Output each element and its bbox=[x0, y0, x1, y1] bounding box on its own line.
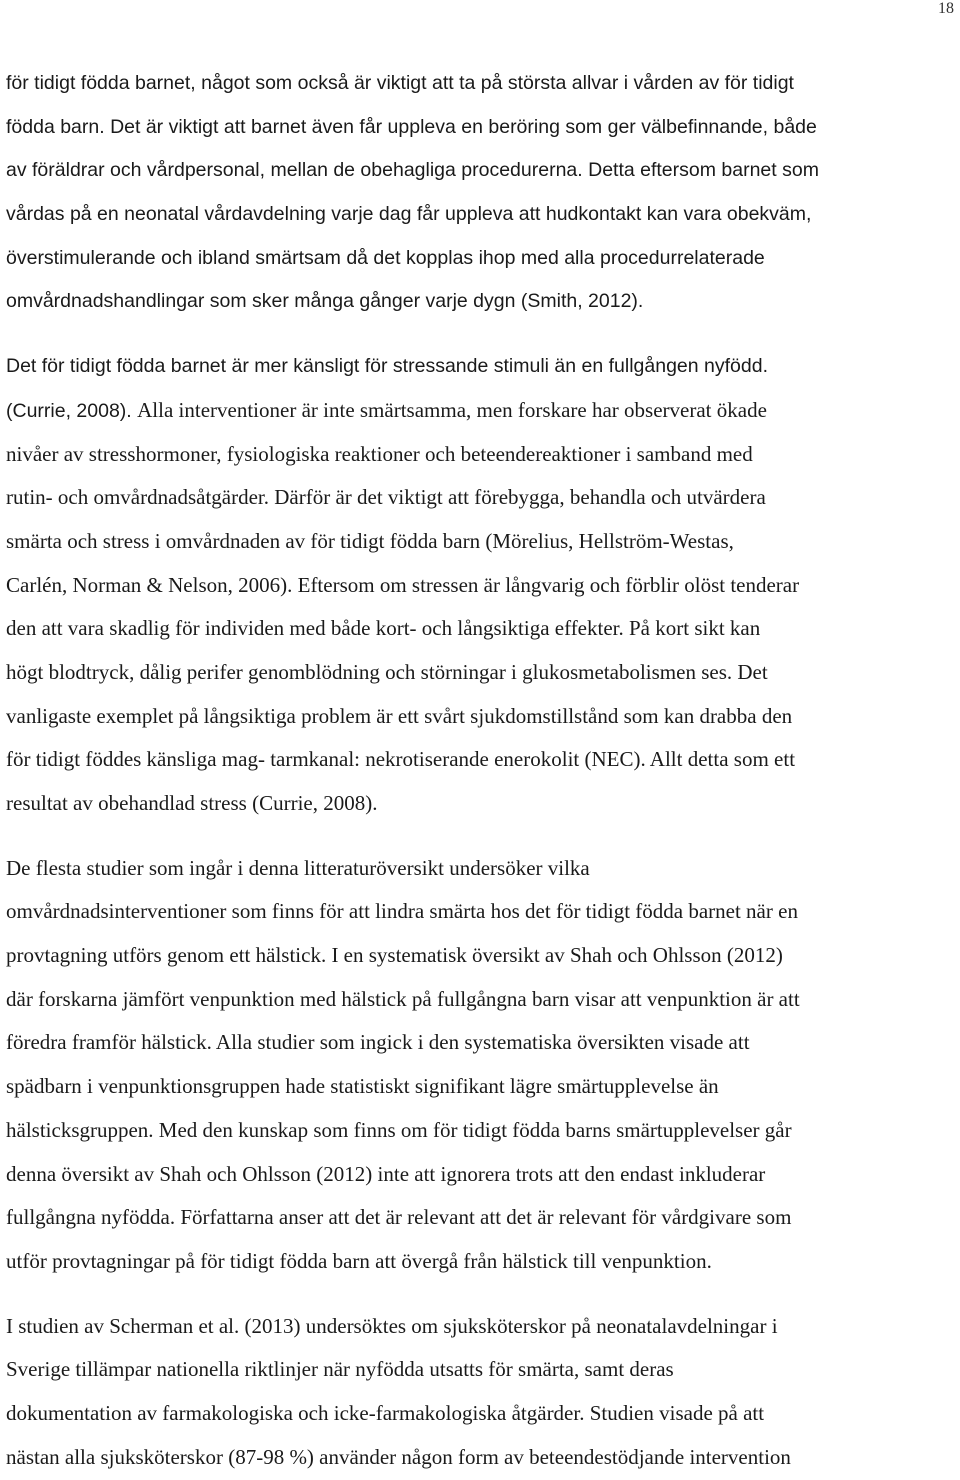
text-line bbox=[6, 1065, 958, 1109]
text-segment: nivåer av stresshormoner, fysiologiska reaktioner och beteendereaktioner i samband med bbox=[6, 441, 753, 466]
text-line bbox=[6, 1348, 958, 1392]
text-segment: födda barn. Det är viktigt att barnet även får uppleva en beröring som ger välbefinnande, både bbox=[6, 115, 817, 138]
text-line bbox=[6, 1392, 958, 1436]
text-segment: hälsticksgruppen. Med den kunskap som finns om för tidigt födda barns smärtupplevelser går bbox=[6, 1117, 792, 1142]
text-line bbox=[6, 389, 958, 433]
text-segment: omvårdnadshandlingar som sker många gånger varje dygn (Smith, 2012). bbox=[6, 290, 644, 313]
text-segment: vårdas på en neonatal vårdavdelning varje dag får uppleva att hudkontakt kan vara obekväm, bbox=[6, 203, 812, 226]
text-segment: Det för tidigt födda barnet är mer känsligt för stressande stimuli än en fullgången nyfödd. bbox=[6, 355, 769, 378]
text-line bbox=[6, 890, 958, 934]
text-segment: Alla interventioner är inte smärtsamma, men forskare har observerat ökade bbox=[137, 397, 767, 422]
text-line bbox=[6, 193, 958, 237]
paragraph bbox=[6, 62, 958, 324]
paragraph bbox=[6, 345, 958, 826]
text-segment: den att vara skadlig för individen med både kort- och långsiktiga effekter. På kort sikt kan bbox=[6, 616, 761, 641]
text-line bbox=[6, 106, 958, 150]
paragraph-gap bbox=[6, 826, 958, 847]
text-line bbox=[6, 1196, 958, 1240]
text-line bbox=[6, 1436, 958, 1480]
text-segment: högt blodtryck, dålig perifer genomblödning och störningar i glukosmetabolismen ses. Det bbox=[6, 659, 768, 684]
text-line bbox=[6, 607, 958, 651]
text-line bbox=[6, 520, 958, 564]
text-segment: spädbarn i venpunktionsgruppen hade statistiskt signifikant lägre smärtupplevelse än bbox=[6, 1074, 719, 1099]
paragraph-gap bbox=[6, 1284, 958, 1305]
text-segment: vanligaste exemplet på långsiktiga problem är ett svårt sjukdomstillstånd som kan drabba den bbox=[6, 703, 793, 728]
text-line bbox=[6, 651, 958, 695]
text-segment: av föräldrar och vårdpersonal, mellan de obehagliga procedurerna. Detta eftersom barnet som bbox=[6, 159, 819, 182]
text-segment: I studien av Scherman et al. (2013) undersöktes om sjuksköterskor på neonatalavdelningar i bbox=[6, 1313, 778, 1338]
text-line bbox=[6, 433, 958, 477]
text-segment: provtagning utförs genom ett hälstick. I en systematisk översikt av Shah och Ohlsson (2012) bbox=[6, 943, 783, 968]
text-segment: Sverige tillämpar nationella riktlinjer när nyfödda utsatts för smärta, samt deras bbox=[6, 1357, 674, 1382]
text-segment: resultat av obehandlad stress (Currie, 2008). bbox=[6, 791, 378, 815]
paragraph-gap bbox=[6, 324, 958, 345]
text-segment: överstimulerande och ibland smärtsam då det kopplas ihop med alla procedurrelaterade bbox=[6, 246, 765, 269]
text-line bbox=[6, 1153, 958, 1197]
text-line bbox=[6, 978, 958, 1022]
text-segment: dokumentation av farmakologiska och icke-farmakologiska åtgärder. Studien visade på att bbox=[6, 1400, 765, 1425]
text-line bbox=[6, 280, 958, 324]
text-segment: fullgångna nyfödda. Författarna anser att det är relevant att det är relevant för vårdgivare som bbox=[6, 1205, 792, 1230]
page-number: 18 bbox=[938, 0, 954, 17]
text-segment: utför provtagningar på för tidigt födda barn att övergå från hälstick till venpunktion. bbox=[6, 1248, 712, 1273]
text-line bbox=[6, 237, 958, 281]
text-line bbox=[6, 934, 958, 978]
text-line bbox=[6, 782, 958, 826]
text-segment: för tidigt födda barnet, något som också är viktigt att ta på största allvar i vården av för tidigt bbox=[6, 72, 794, 94]
text-segment: nästan alla sjuksköterskor (87-98 %) använder någon form av beteendestödjande intervention bbox=[6, 1444, 791, 1469]
text-segment: smärta och stress i omvårdnaden av för tidigt födda barn (Mörelius, Hellström-Westas, bbox=[6, 528, 734, 553]
text-line bbox=[6, 738, 958, 782]
text-segment: omvårdnadsinterventioner som finns för att lindra smärta hos det för tidigt födda barnet när en bbox=[6, 899, 798, 924]
text-segment: De flesta studier som ingår i denna litteraturöversikt undersöker vilka bbox=[6, 855, 590, 880]
text-segment: rutin- och omvårdnadsåtgärder. Därför är det viktigt att förebygga, behandla och utvärdera bbox=[6, 485, 766, 510]
text-line bbox=[6, 1240, 958, 1284]
text-line bbox=[6, 476, 958, 520]
text-line bbox=[6, 62, 958, 106]
text-line bbox=[6, 847, 958, 891]
document-body bbox=[6, 62, 958, 1479]
text-line bbox=[6, 149, 958, 193]
text-segment: där forskarna jämfört venpunktion med hälstick på fullgångna barn visar att venpunktion är att bbox=[6, 986, 800, 1011]
text-segment: föredra framför hälstick. Alla studier som ingick i den systematiska översikten visade att bbox=[6, 1030, 750, 1055]
text-segment: Carlén, Norman & Nelson, 2006). Eftersom om stressen är långvarig och förblir olöst tenderar bbox=[6, 572, 800, 597]
paragraph bbox=[6, 847, 958, 1284]
text-line bbox=[6, 695, 958, 739]
text-segment: denna översikt av Shah och Ohlsson (2012) inte att ignorera trots att den endast inkluderar bbox=[6, 1161, 766, 1186]
text-line bbox=[6, 345, 958, 389]
paragraph bbox=[6, 1305, 958, 1480]
text-segment: för tidigt föddes känsliga mag- tarmkanal: nekrotiserande enerokolit (NEC). Allt detta som ett bbox=[6, 747, 796, 772]
text-line bbox=[6, 1021, 958, 1065]
text-segment: (Currie, 2008). bbox=[6, 399, 138, 422]
text-line bbox=[6, 1305, 958, 1349]
text-line bbox=[6, 564, 958, 608]
text-line bbox=[6, 1109, 958, 1153]
